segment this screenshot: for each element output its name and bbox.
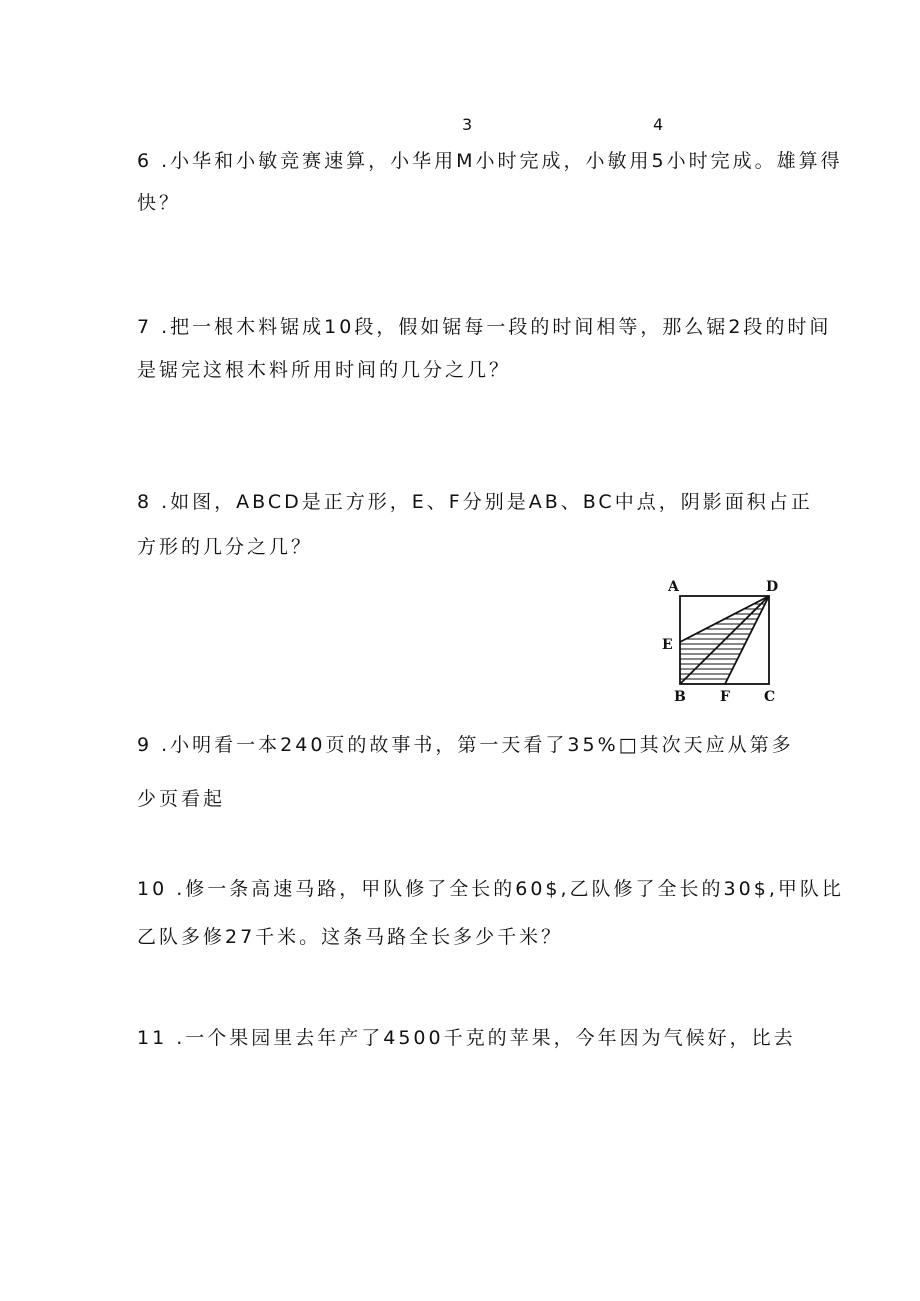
q8-text-line2: 方形的几分之几？	[137, 536, 314, 558]
vertex-label-d: D	[766, 579, 779, 595]
square-abcd-figure	[662, 576, 784, 706]
q11-text-line1: 11 .一个果园里去年产了4500千克的苹果，今年因为气候好，比去	[137, 1027, 796, 1049]
vertex-label-a: A	[668, 579, 679, 595]
q9-text-part1: 9 .小明看一本240页的故事书，第一天看了35%	[137, 734, 619, 756]
q6-text-line2: 快？	[137, 192, 182, 214]
q7-text-line2: 是锯完这根木料所用时间的几分之几？	[137, 359, 512, 381]
q6-text-line1: 6 .小华和小敏竞赛速算，小华用M小时完成，小敏用5小时完成。雄算得	[137, 150, 843, 172]
q10-text-line2: 乙队多修27千米。这条马路全长多少千米？	[137, 926, 564, 948]
q9-text-part2: 其次天应从第多	[639, 734, 794, 756]
q6-fraction-numerator-1: 3	[462, 115, 473, 134]
q9-text-line2: 少页看起	[137, 788, 226, 810]
q10-text-line1: 10 .修一条高速马路，甲队修了全长的60$,乙队修了全长的30$,甲队比	[137, 878, 844, 900]
q9-text-line1	[137, 736, 794, 755]
vertex-label-c: C	[764, 689, 776, 705]
q8-text-line1: 8 .如图，ABCD是正方形，E、F分别是AB、BC中点，阴影面积占正	[137, 491, 813, 513]
line-d-to-b	[680, 596, 769, 684]
vertex-label-e: E	[662, 637, 673, 653]
q7-text-line1: 7 .把一根木料锯成10段，假如锯每一段的时间相等，那么锯2段的时间	[137, 316, 832, 338]
vertex-label-b: B	[674, 689, 686, 705]
vertex-label-f: F	[720, 689, 730, 705]
q9-blank-box: □	[618, 734, 640, 756]
q6-fraction-numerator-2: 4	[653, 115, 664, 134]
